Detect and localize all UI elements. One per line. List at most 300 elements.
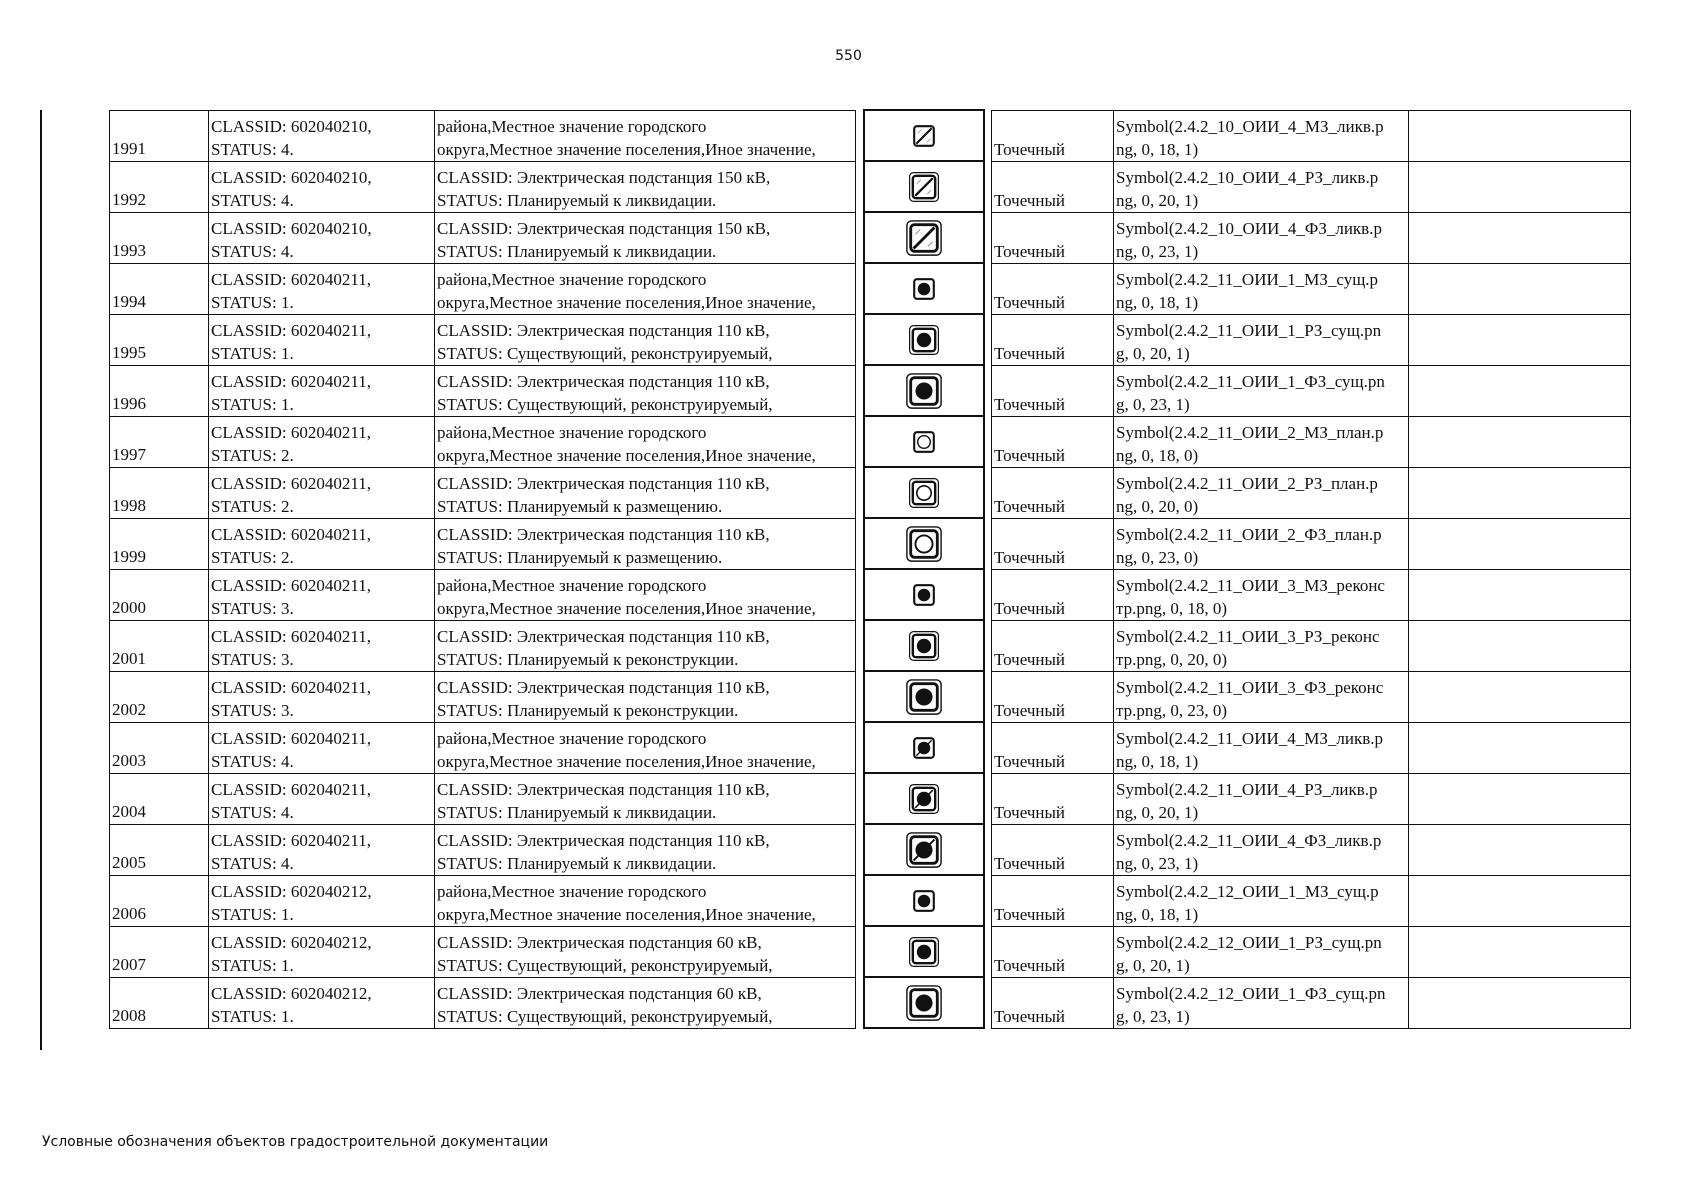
substation-filled-liquidation-icon [908, 783, 940, 815]
symbol-function-cell [1114, 977, 1409, 1028]
symbol-function-line-2: ng, 0, 18, 0) [1116, 445, 1199, 465]
classid-text: CLASSID: 602040211, [211, 371, 371, 391]
row-number-cell [110, 110, 209, 161]
status-text: STATUS: 1. [211, 292, 294, 312]
classid-cell [209, 926, 435, 977]
description-line-1: CLASSID: Электрическая подстанция 60 кВ, [437, 932, 762, 952]
column-gap [856, 263, 864, 314]
classid-text: CLASSID: 602040211, [211, 728, 371, 748]
empty-cell [1409, 773, 1631, 824]
description-line-1: CLASSID: Электрическая подстанция 110 кВ, [437, 320, 770, 340]
description-line-2: STATUS: Существующий, реконструируемый, [437, 394, 773, 414]
classid-text: CLASSID: 602040211, [211, 269, 371, 289]
symbol-cell [864, 824, 984, 875]
symbol-function-line-2: ng, 0, 23, 1) [1116, 853, 1199, 873]
row-number-cell [110, 212, 209, 263]
symbol-cell [864, 773, 984, 824]
table-row [110, 263, 1631, 314]
row-number: 1991 [112, 138, 146, 158]
description-cell [435, 110, 856, 161]
row-number-cell [110, 773, 209, 824]
classid-text: CLASSID: 602040210, [211, 218, 372, 238]
status-text: STATUS: 2. [211, 496, 294, 516]
margin-line [40, 110, 42, 1050]
column-gap [856, 824, 864, 875]
geometry-type: Точечный [994, 955, 1066, 975]
symbol-function-line-2: g, 0, 20, 1) [1116, 955, 1190, 975]
geometry-type: Точечный [994, 394, 1066, 414]
geometry-type-cell [992, 212, 1114, 263]
symbol-function-line-1: Symbol(2.4.2_10_ОИИ_4_РЗ_ликв.p [1116, 167, 1379, 187]
description-line-1: CLASSID: Электрическая подстанция 110 кВ, [437, 626, 770, 646]
table-row [110, 212, 1631, 263]
status-text: STATUS: 3. [211, 649, 294, 669]
symbol-cell [864, 365, 984, 416]
row-number: 1993 [112, 240, 146, 260]
geometry-type-cell [992, 722, 1114, 773]
empty-cell [1409, 926, 1631, 977]
description-line-2: STATUS: Планируемый к ликвидации. [437, 241, 717, 261]
column-gap [984, 263, 992, 314]
classid-cell [209, 518, 435, 569]
column-gap [984, 161, 992, 212]
table-row [110, 161, 1631, 212]
geometry-type-cell [992, 110, 1114, 161]
classid-text: CLASSID: 602040212, [211, 932, 372, 952]
column-gap [984, 110, 992, 161]
symbol-cell [864, 416, 984, 467]
column-gap [856, 467, 864, 518]
row-number-cell [110, 161, 209, 212]
description-cell [435, 671, 856, 722]
description-line-1: CLASSID: Электрическая подстанция 150 кВ, [437, 167, 771, 187]
geometry-type-cell [992, 365, 1114, 416]
substation-planned-icon [910, 428, 938, 456]
substation-existing-icon [908, 324, 940, 356]
symbol-function-line-2: g, 0, 23, 1) [1116, 1006, 1190, 1026]
row-number-cell [110, 977, 209, 1028]
symbol-function-cell [1114, 161, 1409, 212]
geometry-type: Точечный [994, 190, 1066, 210]
description-line-2: округа,Местное значение поселения,Иное значение, [437, 904, 816, 924]
empty-cell [1409, 263, 1631, 314]
column-gap [984, 416, 992, 467]
description-line-1: CLASSID: Электрическая подстанция 60 кВ, [437, 983, 762, 1003]
substation-planned-icon [905, 525, 943, 563]
classid-cell [209, 161, 435, 212]
row-number: 2007 [112, 954, 146, 974]
description-cell [435, 314, 856, 365]
symbol-cell [864, 161, 984, 212]
symbol-function-line-1: Symbol(2.4.2_11_ОИИ_4_МЗ_ликв.p [1116, 728, 1384, 748]
empty-cell [1409, 569, 1631, 620]
substation-reconstruction-icon [908, 630, 940, 662]
description-cell [435, 569, 856, 620]
empty-cell [1409, 110, 1631, 161]
classid-text: CLASSID: 602040211, [211, 575, 371, 595]
column-gap [984, 569, 992, 620]
symbol-function-cell [1114, 773, 1409, 824]
description-cell [435, 263, 856, 314]
column-gap [984, 875, 992, 926]
column-gap [984, 314, 992, 365]
geometry-type: Точечный [994, 292, 1066, 312]
symbol-cell [864, 212, 984, 263]
symbol-function-line-1: Symbol(2.4.2_11_ОИИ_4_ФЗ_ликв.p [1116, 830, 1382, 850]
description-line-2: округа,Местное значение поселения,Иное значение, [437, 445, 816, 465]
symbol-cell [864, 518, 984, 569]
symbol-function-line-2: g, 0, 23, 1) [1116, 394, 1190, 414]
symbol-function-line-1: Symbol(2.4.2_12_ОИИ_1_ФЗ_сущ.pn [1116, 983, 1386, 1003]
column-gap [856, 110, 864, 161]
empty-cell [1409, 416, 1631, 467]
symbol-function-cell [1114, 314, 1409, 365]
description-cell [435, 977, 856, 1028]
row-number-cell [110, 416, 209, 467]
geometry-type: Точечный [994, 802, 1066, 822]
column-gap [856, 977, 864, 1028]
column-gap [856, 722, 864, 773]
substation-existing-icon [908, 936, 940, 968]
geometry-type-cell [992, 926, 1114, 977]
classid-cell [209, 875, 435, 926]
description-cell [435, 467, 856, 518]
row-number-cell [110, 518, 209, 569]
classid-text: CLASSID: 602040211, [211, 830, 371, 850]
row-number-cell [110, 263, 209, 314]
geometry-type-cell [992, 161, 1114, 212]
symbol-cell [864, 569, 984, 620]
symbol-function-line-2: ng, 0, 18, 1) [1116, 751, 1199, 771]
substation-filled-liquidation-icon [910, 734, 938, 762]
description-line-2: STATUS: Планируемый к размещению. [437, 496, 723, 516]
status-text: STATUS: 1. [211, 343, 294, 363]
geometry-type-cell [992, 824, 1114, 875]
geometry-type: Точечный [994, 496, 1066, 516]
status-text: STATUS: 3. [211, 598, 294, 618]
description-line-2: STATUS: Существующий, реконструируемый, [437, 955, 773, 975]
symbol-function-line-1: Symbol(2.4.2_11_ОИИ_1_ФЗ_сущ.pn [1116, 371, 1385, 391]
row-number-cell [110, 671, 209, 722]
description-line-2: STATUS: Планируемый к ликвидации. [437, 190, 717, 210]
substation-reconstruction-icon [910, 581, 938, 609]
empty-cell [1409, 365, 1631, 416]
description-line-1: района,Местное значение городского [437, 881, 707, 901]
symbol-function-line-2: ng, 0, 20, 1) [1116, 802, 1199, 822]
status-text: STATUS: 1. [211, 955, 294, 975]
classid-text: CLASSID: 602040211, [211, 677, 371, 697]
table-row [110, 365, 1631, 416]
geometry-type-cell [992, 518, 1114, 569]
substation-existing-icon [910, 275, 938, 303]
row-number-cell [110, 467, 209, 518]
table-row [110, 722, 1631, 773]
symbol-function-line-2: ng, 0, 18, 1) [1116, 904, 1199, 924]
status-text: STATUS: 4. [211, 190, 294, 210]
row-number: 1997 [112, 444, 146, 464]
column-gap [984, 467, 992, 518]
column-gap [856, 365, 864, 416]
symbol-function-cell [1114, 263, 1409, 314]
column-gap [856, 161, 864, 212]
symbol-cell [864, 671, 984, 722]
symbol-function-line-2: тр.png, 0, 18, 0) [1116, 598, 1228, 618]
column-gap [856, 671, 864, 722]
symbol-function-line-1: Symbol(2.4.2_11_ОИИ_3_РЗ_реконс [1116, 626, 1380, 646]
description-line-2: STATUS: Планируемый к ликвидации. [437, 802, 717, 822]
symbol-function-line-1: Symbol(2.4.2_11_ОИИ_1_РЗ_сущ.pn [1116, 320, 1382, 340]
symbol-function-line-2: тр.png, 0, 23, 0) [1116, 700, 1228, 720]
symbol-function-cell [1114, 365, 1409, 416]
column-gap [984, 824, 992, 875]
symbol-function-cell [1114, 416, 1409, 467]
page-number: 550 [835, 48, 862, 64]
status-text: STATUS: 2. [211, 445, 294, 465]
symbol-function-cell [1114, 467, 1409, 518]
description-line-2: STATUS: Планируемый к реконструкции. [437, 649, 739, 669]
symbol-cell [864, 722, 984, 773]
column-gap [984, 365, 992, 416]
empty-cell [1409, 518, 1631, 569]
empty-cell [1409, 671, 1631, 722]
row-number-cell [110, 569, 209, 620]
symbol-cell [864, 926, 984, 977]
description-line-2: округа,Местное значение поселения,Иное значение, [437, 598, 816, 618]
description-line-1: района,Местное значение городского [437, 116, 707, 136]
geometry-type-cell [992, 773, 1114, 824]
row-number: 2003 [112, 750, 146, 770]
row-number: 2008 [112, 1005, 146, 1025]
description-line-2: STATUS: Планируемый к размещению. [437, 547, 723, 567]
symbol-cell [864, 467, 984, 518]
geometry-type-cell [992, 569, 1114, 620]
geometry-type: Точечный [994, 445, 1066, 465]
geometry-type-cell [992, 875, 1114, 926]
symbol-cell [864, 263, 984, 314]
classid-cell [209, 365, 435, 416]
symbol-function-cell [1114, 212, 1409, 263]
row-number-cell [110, 926, 209, 977]
column-gap [856, 569, 864, 620]
row-number: 2005 [112, 852, 146, 872]
status-text: STATUS: 4. [211, 751, 294, 771]
description-cell [435, 620, 856, 671]
classid-text: CLASSID: 602040211, [211, 473, 371, 493]
description-cell [435, 416, 856, 467]
row-number: 2002 [112, 699, 146, 719]
empty-cell [1409, 161, 1631, 212]
symbol-function-line-1: Symbol(2.4.2_11_ОИИ_3_МЗ_реконс [1116, 575, 1385, 595]
symbol-function-cell [1114, 671, 1409, 722]
empty-cell [1409, 824, 1631, 875]
classid-cell [209, 110, 435, 161]
geometry-type-cell [992, 671, 1114, 722]
column-gap [984, 212, 992, 263]
row-number-cell [110, 875, 209, 926]
row-number: 2006 [112, 903, 146, 923]
classid-cell [209, 467, 435, 518]
geometry-type-cell [992, 977, 1114, 1028]
row-number: 1996 [112, 393, 146, 413]
table-row [110, 926, 1631, 977]
classid-cell [209, 773, 435, 824]
column-gap [856, 773, 864, 824]
symbol-cell [864, 314, 984, 365]
column-gap [984, 773, 992, 824]
description-cell [435, 722, 856, 773]
description-line-1: района,Местное значение городского [437, 575, 707, 595]
symbol-cell [864, 875, 984, 926]
column-gap [984, 926, 992, 977]
description-line-2: округа,Местное значение поселения,Иное значение, [437, 292, 816, 312]
classid-text: CLASSID: 602040212, [211, 983, 372, 1003]
description-line-1: района,Местное значение городского [437, 269, 707, 289]
classid-cell [209, 722, 435, 773]
classid-cell [209, 620, 435, 671]
geometry-type: Точечный [994, 241, 1066, 261]
column-gap [984, 620, 992, 671]
symbol-function-cell [1114, 926, 1409, 977]
description-line-1: района,Местное значение городского [437, 422, 707, 442]
symbol-function-line-1: Symbol(2.4.2_11_ОИИ_2_ФЗ_план.p [1116, 524, 1382, 544]
description-line-1: района,Местное значение городского [437, 728, 707, 748]
description-line-1: CLASSID: Электрическая подстанция 110 кВ, [437, 677, 770, 697]
empty-cell [1409, 722, 1631, 773]
description-line-2: STATUS: Планируемый к ликвидации. [437, 853, 717, 873]
table-row [110, 416, 1631, 467]
row-number: 1995 [112, 342, 146, 362]
geometry-type-cell [992, 620, 1114, 671]
row-number: 2004 [112, 801, 146, 821]
column-gap [984, 722, 992, 773]
status-text: STATUS: 2. [211, 547, 294, 567]
symbol-function-line-1: Symbol(2.4.2_11_ОИИ_2_МЗ_план.p [1116, 422, 1384, 442]
symbol-function-line-2: тр.png, 0, 20, 0) [1116, 649, 1228, 669]
row-number: 1998 [112, 495, 146, 515]
symbol-function-line-1: Symbol(2.4.2_11_ОИИ_3_ФЗ_реконс [1116, 677, 1384, 697]
row-number: 2001 [112, 648, 146, 668]
description-line-2: округа,Местное значение поселения,Иное значение, [437, 751, 816, 771]
row-number: 2000 [112, 597, 146, 617]
description-line-1: CLASSID: Электрическая подстанция 110 кВ, [437, 524, 770, 544]
substation-planned-icon [908, 477, 940, 509]
description-line-2: STATUS: Существующий, реконструируемый, [437, 1006, 773, 1026]
description-cell [435, 773, 856, 824]
column-gap [856, 212, 864, 263]
table-row [110, 467, 1631, 518]
column-gap [856, 875, 864, 926]
symbol-function-cell [1114, 569, 1409, 620]
classid-text: CLASSID: 602040210, [211, 116, 372, 136]
classid-cell [209, 314, 435, 365]
symbol-function-cell [1114, 620, 1409, 671]
substation-liquidation-icon [908, 171, 940, 203]
table-row [110, 824, 1631, 875]
status-text: STATUS: 3. [211, 700, 294, 720]
geometry-type: Точечный [994, 547, 1066, 567]
classid-text: CLASSID: 602040211, [211, 422, 371, 442]
symbol-cell [864, 620, 984, 671]
row-number: 1994 [112, 291, 146, 311]
symbol-function-cell [1114, 518, 1409, 569]
symbol-function-line-2: ng, 0, 23, 0) [1116, 547, 1199, 567]
description-line-1: CLASSID: Электрическая подстанция 110 кВ, [437, 473, 770, 493]
column-gap [856, 416, 864, 467]
column-gap [984, 977, 992, 1028]
substation-liquidation-icon [910, 122, 938, 150]
description-cell [435, 875, 856, 926]
symbol-function-line-2: ng, 0, 23, 1) [1116, 241, 1199, 261]
description-line-1: CLASSID: Электрическая подстанция 110 кВ, [437, 779, 770, 799]
symbol-function-cell [1114, 875, 1409, 926]
symbol-function-line-1: Symbol(2.4.2_12_ОИИ_1_МЗ_сущ.p [1116, 881, 1379, 901]
geometry-type-cell [992, 416, 1114, 467]
classid-text: CLASSID: 602040211, [211, 524, 371, 544]
classid-text: CLASSID: 602040211, [211, 779, 371, 799]
empty-cell [1409, 467, 1631, 518]
symbol-function-line-1: Symbol(2.4.2_11_ОИИ_1_МЗ_сущ.p [1116, 269, 1379, 289]
geometry-type: Точечный [994, 649, 1066, 669]
geometry-type: Точечный [994, 700, 1066, 720]
description-cell [435, 824, 856, 875]
geometry-type: Точечный [994, 343, 1066, 363]
geometry-type: Точечный [994, 853, 1066, 873]
table-row [110, 773, 1631, 824]
geometry-type: Точечный [994, 904, 1066, 924]
substation-reconstruction-icon [905, 678, 943, 716]
description-line-1: CLASSID: Электрическая подстанция 110 кВ, [437, 830, 770, 850]
classid-text: CLASSID: 602040211, [211, 626, 371, 646]
table-row [110, 671, 1631, 722]
row-number: 1999 [112, 546, 146, 566]
description-cell [435, 212, 856, 263]
description-line-2: округа,Местное значение поселения,Иное значение, [437, 139, 816, 159]
symbol-cell [864, 110, 984, 161]
column-gap [856, 926, 864, 977]
geometry-type-cell [992, 467, 1114, 518]
column-gap [984, 518, 992, 569]
description-cell [435, 926, 856, 977]
status-text: STATUS: 4. [211, 853, 294, 873]
substation-existing-icon [905, 984, 943, 1022]
description-line-1: CLASSID: Электрическая подстанция 150 кВ, [437, 218, 771, 238]
column-gap [984, 671, 992, 722]
description-line-2: STATUS: Планируемый к реконструкции. [437, 700, 739, 720]
column-gap [856, 518, 864, 569]
table-row [110, 110, 1631, 161]
symbol-function-line-2: g, 0, 20, 1) [1116, 343, 1190, 363]
classid-cell [209, 416, 435, 467]
classid-cell [209, 671, 435, 722]
geometry-type: Точечный [994, 598, 1066, 618]
row-number-cell [110, 314, 209, 365]
symbol-function-line-2: ng, 0, 20, 1) [1116, 190, 1199, 210]
column-gap [856, 314, 864, 365]
classid-cell [209, 977, 435, 1028]
status-text: STATUS: 4. [211, 802, 294, 822]
symbol-cell [864, 977, 984, 1028]
symbol-function-cell [1114, 824, 1409, 875]
substation-existing-icon [905, 372, 943, 410]
row-number-cell [110, 620, 209, 671]
table-row [110, 314, 1631, 365]
symbol-function-line-2: ng, 0, 18, 1) [1116, 139, 1199, 159]
geometry-type: Точечный [994, 139, 1066, 159]
classid-text: CLASSID: 602040212, [211, 881, 372, 901]
empty-cell [1409, 977, 1631, 1028]
classid-cell [209, 212, 435, 263]
status-text: STATUS: 4. [211, 241, 294, 261]
